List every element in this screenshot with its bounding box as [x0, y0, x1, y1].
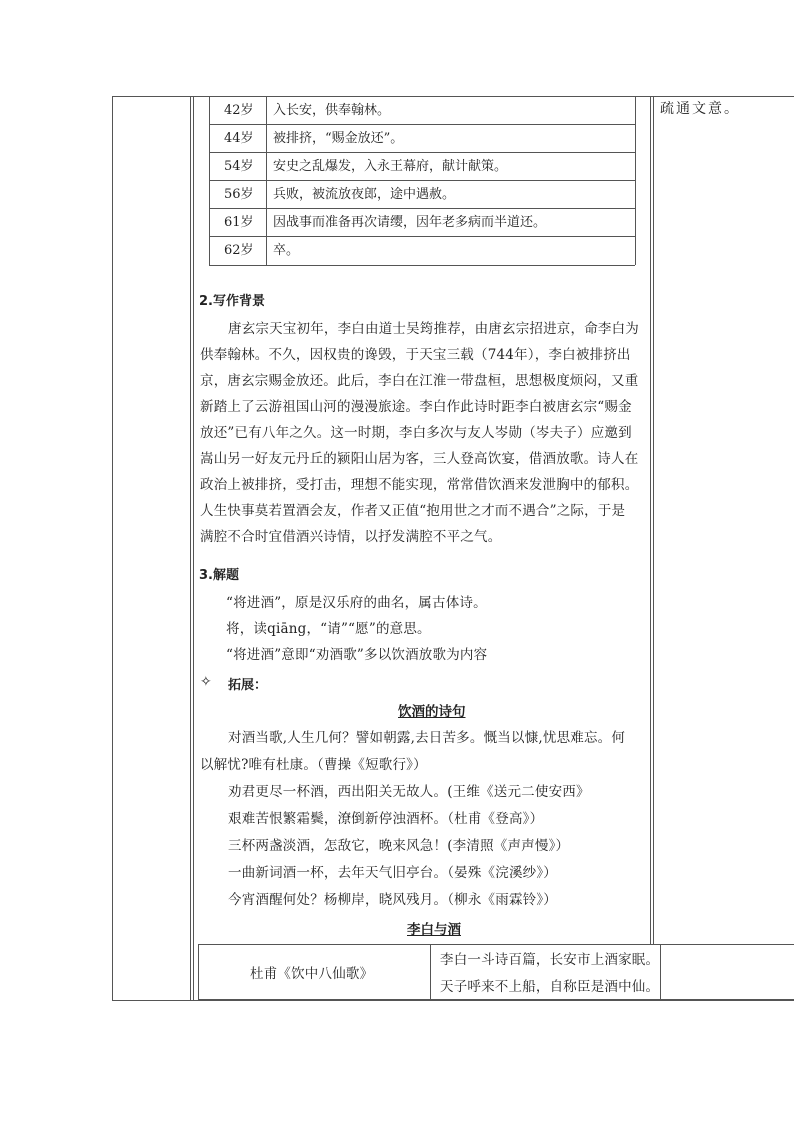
title-explain-line: “将进酒”，原是汉乐府的曲名，属古体诗。	[226, 595, 487, 611]
li-bai-table-bottom	[198, 999, 794, 1000]
column-divider-b	[193, 96, 194, 1000]
timeline-event: 卒。	[273, 243, 300, 258]
timeline-row-line	[209, 152, 635, 153]
timeline-row-line	[209, 124, 635, 125]
timeline-age: 62岁	[224, 243, 254, 258]
timeline-border-bottom	[209, 265, 635, 266]
expand-heading: 拓展：	[228, 678, 268, 693]
poem-line: 今宵酒醒何处？杨柳岸，晓风残月。（柳永《雨霖铃》）	[228, 892, 557, 908]
timeline-row-line	[209, 236, 635, 237]
poem-line: 劝君更尽一杯酒，西出阳关无故人。(王维《送元二使安西》	[228, 784, 590, 800]
timeline-event: 兵败，被流放夜郎，途中遇赦。	[273, 187, 456, 202]
poem-line: 对酒当歌,人生几何？譬如朝露,去日苦多。慨当以慷,忧思难忘。何	[228, 730, 626, 746]
background-line: 供奉翰林。不久，因权贵的谗毁，于天宝三载（744年），李白被排挤出	[200, 347, 631, 363]
background-line: 人生快事莫若置酒会友，作者又正值“抱用世之才而不遇合”之际，于是	[200, 503, 626, 519]
diamond-bullet-icon: ✧	[200, 674, 212, 690]
poem-line: 以解忧?唯有杜康。（曹操《短歌行》）	[200, 757, 427, 773]
li-bai-poem-line: 天子呼来不上船，自称臣是酒中仙。	[440, 979, 660, 995]
background-line: 新踏上了云游祖国山河的漫漫旅途。李白作此诗时距李白被唐玄宗“赐金	[200, 399, 632, 415]
li-bai-table-divider-right	[660, 944, 661, 999]
timeline-age: 44岁	[224, 131, 254, 146]
title-explain-heading: 3.解题	[199, 568, 239, 583]
poems-title: 饮酒的诗句	[398, 704, 466, 720]
li-bai-table-left	[198, 944, 199, 999]
li-bai-source: 杜甫《饮中八仙歌》	[250, 966, 374, 982]
background-line: 唐玄宗天宝初年，李白由道士吴筠推荐，由唐玄宗招进京，命李白为	[228, 321, 639, 337]
timeline-event: 入长安，供奉翰林。	[273, 103, 391, 118]
timeline-border-top	[209, 96, 635, 97]
poem-line: 三杯两盏淡酒，怎敌它，晚来风急！(李清照《声声慢》）	[228, 838, 570, 854]
li-bai-wine-title: 李白与酒	[407, 922, 461, 938]
timeline-row-line	[209, 180, 635, 181]
timeline-border-right	[635, 96, 636, 265]
column-divider-c	[650, 96, 651, 944]
column-divider-d	[653, 96, 654, 944]
title-explain-line: 将，读qiāng，“请”“愿”的意思。	[226, 621, 431, 637]
li-bai-table-top	[198, 944, 794, 945]
timeline-age: 54岁	[224, 159, 254, 174]
outer-bottom-border	[112, 1000, 794, 1001]
timeline-row-line	[209, 208, 635, 209]
column-divider-a	[190, 96, 191, 1000]
outer-left-border	[112, 96, 113, 1000]
title-explain-line: “将进酒”意即“劝酒歌”多以饮酒放歌为内容	[226, 647, 488, 663]
timeline-event: 因战事而准备再次请缨，因年老多病而半道还。	[273, 215, 547, 230]
li-bai-table-divider	[430, 944, 431, 999]
poem-line: 艰难苦恨繁霜鬓，潦倒新停浊酒杯。（杜甫《登高》）	[228, 811, 544, 827]
timeline-age: 42岁	[224, 103, 254, 118]
background-line: 嵩山另一好友元丹丘的颍阳山居为客，三人登高饮宴，借酒放歌。诗人在	[200, 451, 639, 467]
background-heading: 2.写作背景	[199, 294, 265, 309]
timeline-age: 56岁	[224, 187, 254, 202]
background-line: 满腔不合时宜借酒兴诗情，以抒发满腔不平之气。	[200, 529, 502, 545]
poem-line: 一曲新词酒一杯，去年天气旧亭台。（晏殊《浣溪纱》）	[228, 865, 557, 881]
timeline-event: 安史之乱爆发，入永王幕府，献计献策。	[273, 159, 508, 174]
timeline-event: 被排挤，“赐金放还”。	[273, 131, 404, 146]
background-line: 京，唐玄宗赐金放还。此后，李白在江淮一带盘桓，思想极度烦闷，又重	[200, 373, 639, 389]
li-bai-poem-line: 李白一斗诗百篇，长安市上酒家眠。	[440, 952, 660, 968]
right-note: 疏通文意。	[660, 101, 740, 117]
background-line: 政治上被排挤，受打击，理想不能实现，常常借饮酒来发泄胸中的郁积。	[200, 477, 639, 493]
background-line: 放还”已有八年之久。这一时期，李白多次与友人岑勋（岑夫子）应邀到	[200, 425, 632, 441]
timeline-age: 61岁	[224, 215, 254, 230]
